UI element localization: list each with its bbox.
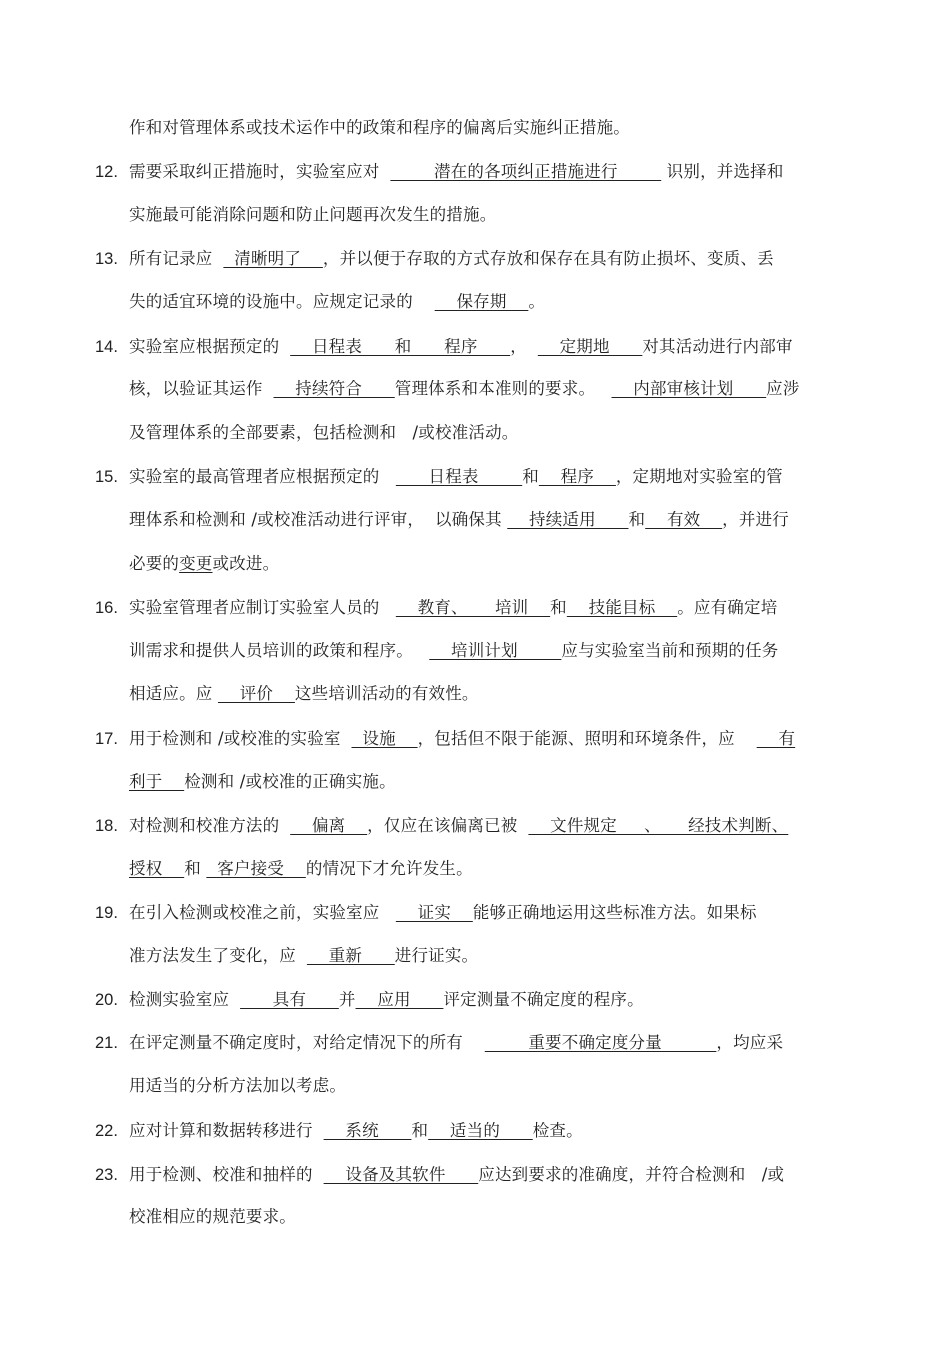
text-line xyxy=(129,336,793,358)
text-line xyxy=(129,1206,296,1228)
text-run: 核，以验证其运作 xyxy=(129,379,274,398)
fill-blank-answer: 设施 xyxy=(351,729,418,748)
fill-blank-answer: 设备及其软件 xyxy=(323,1165,479,1184)
text-run: 和 xyxy=(184,859,207,878)
text-run: 用于检测、校准和抽样的 xyxy=(129,1165,324,1184)
text-run: 并 xyxy=(338,990,356,1009)
text-run: 和 xyxy=(411,1121,429,1140)
text-run: 应涉 xyxy=(766,379,800,398)
text-run: 实验室管理者应制订实验室人员的 xyxy=(129,598,396,617)
fill-blank-answer: 适当的 xyxy=(428,1121,533,1140)
text-run: 失的适宜环境的设施中。应规定记录的 xyxy=(129,292,435,311)
fill-blank-answer: 偏离 xyxy=(290,816,368,835)
text-run: 理体系和检测和 /或校准活动进行评审， 以确保其 xyxy=(129,510,508,529)
text-run: 和 xyxy=(550,598,567,617)
text-run: 校准相应的规范要求。 xyxy=(129,1207,296,1226)
fill-blank-answer: 有效 xyxy=(645,510,723,529)
item-number: 16. xyxy=(95,599,118,617)
fill-blank-answer: 定期地 xyxy=(537,337,643,356)
text-line xyxy=(129,204,496,226)
item-number: 23. xyxy=(95,1166,118,1184)
text-run: 对检测和校准方法的 xyxy=(129,816,291,835)
text-run: 训需求和提供人员培训的政策和程序。 xyxy=(129,641,430,660)
text-line xyxy=(129,902,757,924)
text-run: 这些培训活动的有效性。 xyxy=(294,684,479,703)
fill-blank-answer: 培训计划 xyxy=(429,641,562,660)
text-run: 检测实验室应 xyxy=(129,990,241,1009)
text-run: 管理体系和本准则的要求。 xyxy=(394,379,612,398)
text-line xyxy=(129,509,789,531)
text-run: 应与实验室当前和预期的任务 xyxy=(561,641,779,660)
text-run: ，仅应在该偏离已被 xyxy=(367,816,529,835)
fill-blank-answer: 具有 xyxy=(240,990,339,1009)
text-line xyxy=(129,640,779,662)
text-line xyxy=(129,989,644,1011)
text-run: 。 xyxy=(528,292,546,311)
fill-blank-answer: 文件规定 、 经技术判断、 xyxy=(528,816,789,835)
fill-blank-answer: 利于 xyxy=(129,772,185,791)
fill-blank-answer: 授权 xyxy=(129,859,185,878)
fill-blank-answer: 程序 xyxy=(538,467,616,486)
text-line xyxy=(129,683,479,705)
text-line xyxy=(129,291,545,313)
text-run: 检测和 /或校准的正确实施。 xyxy=(184,772,396,791)
fill-blank-answer: 潜在的各项纠正措施进行 xyxy=(390,162,662,181)
fill-blank-answer: 系统 xyxy=(323,1121,412,1140)
text-run: ，并以便于存取的方式存放和保存在具有防止损坏、变质、丢 xyxy=(322,249,774,268)
text-run: 对其活动进行内部审 xyxy=(642,337,793,356)
fill-blank-answer: 清晰明了 xyxy=(223,249,323,268)
fill-blank-answer: 技能目标 xyxy=(566,598,678,617)
text-run: 能够正确地运用这些标准方法。如果标 xyxy=(472,903,757,922)
text-line xyxy=(129,161,784,183)
text-line xyxy=(129,597,777,619)
text-run: ， xyxy=(510,337,538,356)
text-run: ，定期地对实验室的管 xyxy=(615,467,783,486)
text-run: 用适当的分析方法加以考虑。 xyxy=(129,1076,347,1095)
text-line xyxy=(129,1164,784,1186)
text-line xyxy=(129,945,478,967)
text-run: 用于检测和 /或校准的实验室 xyxy=(129,729,352,748)
fill-blank-answer: 内部审核计划 xyxy=(611,379,767,398)
item-number: 20. xyxy=(95,991,118,1009)
item-number: 14. xyxy=(95,338,118,356)
text-run: 和 xyxy=(628,510,646,529)
fill-blank-answer: 证实 xyxy=(395,903,473,922)
text-line xyxy=(129,466,783,488)
text-run: 作和对管理体系或技术运作中的政策和程序的偏离后实施纠正措施。 xyxy=(129,118,630,137)
text-line xyxy=(129,728,795,750)
text-run: 评定测量不确定度的程序。 xyxy=(443,990,644,1009)
item-number: 22. xyxy=(95,1122,118,1140)
text-line xyxy=(129,1075,346,1097)
text-line xyxy=(129,553,279,575)
text-line xyxy=(129,248,774,270)
text-run: 。应有确定培 xyxy=(677,598,778,617)
text-run: 必要的 xyxy=(129,554,180,573)
text-run: 需要采取纠正措施时，实验室应对 xyxy=(129,162,391,181)
text-run: 应对计算和数据转移进行 xyxy=(129,1121,324,1140)
text-run: 检查。 xyxy=(532,1121,583,1140)
item-number: 13. xyxy=(95,250,118,268)
text-run: 所有记录应 xyxy=(129,249,224,268)
text-run: 相适应。应 xyxy=(129,684,218,703)
item-number: 17. xyxy=(95,730,118,748)
fill-blank-answer: 重新 xyxy=(306,946,395,965)
fill-blank-answer: 有 xyxy=(756,729,796,748)
text-line xyxy=(129,858,473,880)
text-run: 实施最可能消除问题和防止问题再次发生的措施。 xyxy=(129,205,497,224)
text-line xyxy=(129,771,396,793)
fill-blank-answer: 日程表 和 程序 xyxy=(290,337,511,356)
fill-blank-answer: 客户接受 xyxy=(206,859,306,878)
text-run: 实验室应根据预定的 xyxy=(129,337,291,356)
item-number: 12. xyxy=(95,163,118,181)
fill-blank-answer: 重要不确定度分量 xyxy=(484,1033,717,1052)
text-line xyxy=(129,378,800,400)
text-run: 或改进。 xyxy=(212,554,280,573)
text-run: ，均应采 xyxy=(716,1033,784,1052)
text-run: 进行证实。 xyxy=(394,946,479,965)
fill-blank-answer: 应用 xyxy=(355,990,444,1009)
text-run: 和 xyxy=(522,467,539,486)
text-run: 及管理体系的全部要素，包括检测和 /或校准活动。 xyxy=(129,423,519,442)
fill-blank-answer: 变更 xyxy=(179,554,213,573)
text-line xyxy=(129,422,519,444)
fill-blank-answer: 教育、 培训 xyxy=(395,598,551,617)
text-run: 在引入检测或校准之前，实验室应 xyxy=(129,903,396,922)
text-run: ，并进行 xyxy=(722,510,789,529)
text-run: 应达到要求的准确度，并符合检测和 /或 xyxy=(478,1165,785,1184)
fill-blank-answer: 评价 xyxy=(217,684,295,703)
fill-blank-answer: 持续符合 xyxy=(273,379,395,398)
fill-blank-answer: 持续适用 xyxy=(507,510,629,529)
item-number: 15. xyxy=(95,468,118,486)
item-number: 21. xyxy=(95,1034,118,1052)
item-number: 18. xyxy=(95,817,118,835)
text-run: ，包括但不限于能源、照明和环境条件，应 xyxy=(417,729,757,748)
text-line xyxy=(129,1120,583,1142)
fill-blank-answer: 保存期 xyxy=(434,292,529,311)
text-line xyxy=(129,117,630,139)
text-run: 的情况下才允许发生。 xyxy=(305,859,473,878)
text-run: 识别，并选择和 xyxy=(661,162,784,181)
text-run: 在评定测量不确定度时，对给定情况下的所有 xyxy=(129,1033,485,1052)
fill-blank-answer: 日程表 xyxy=(395,467,523,486)
text-line xyxy=(129,815,788,837)
item-number: 19. xyxy=(95,904,118,922)
text-line xyxy=(129,1032,783,1054)
text-run: 准方法发生了变化，应 xyxy=(129,946,307,965)
text-run: 实验室的最高管理者应根据预定的 xyxy=(129,467,396,486)
